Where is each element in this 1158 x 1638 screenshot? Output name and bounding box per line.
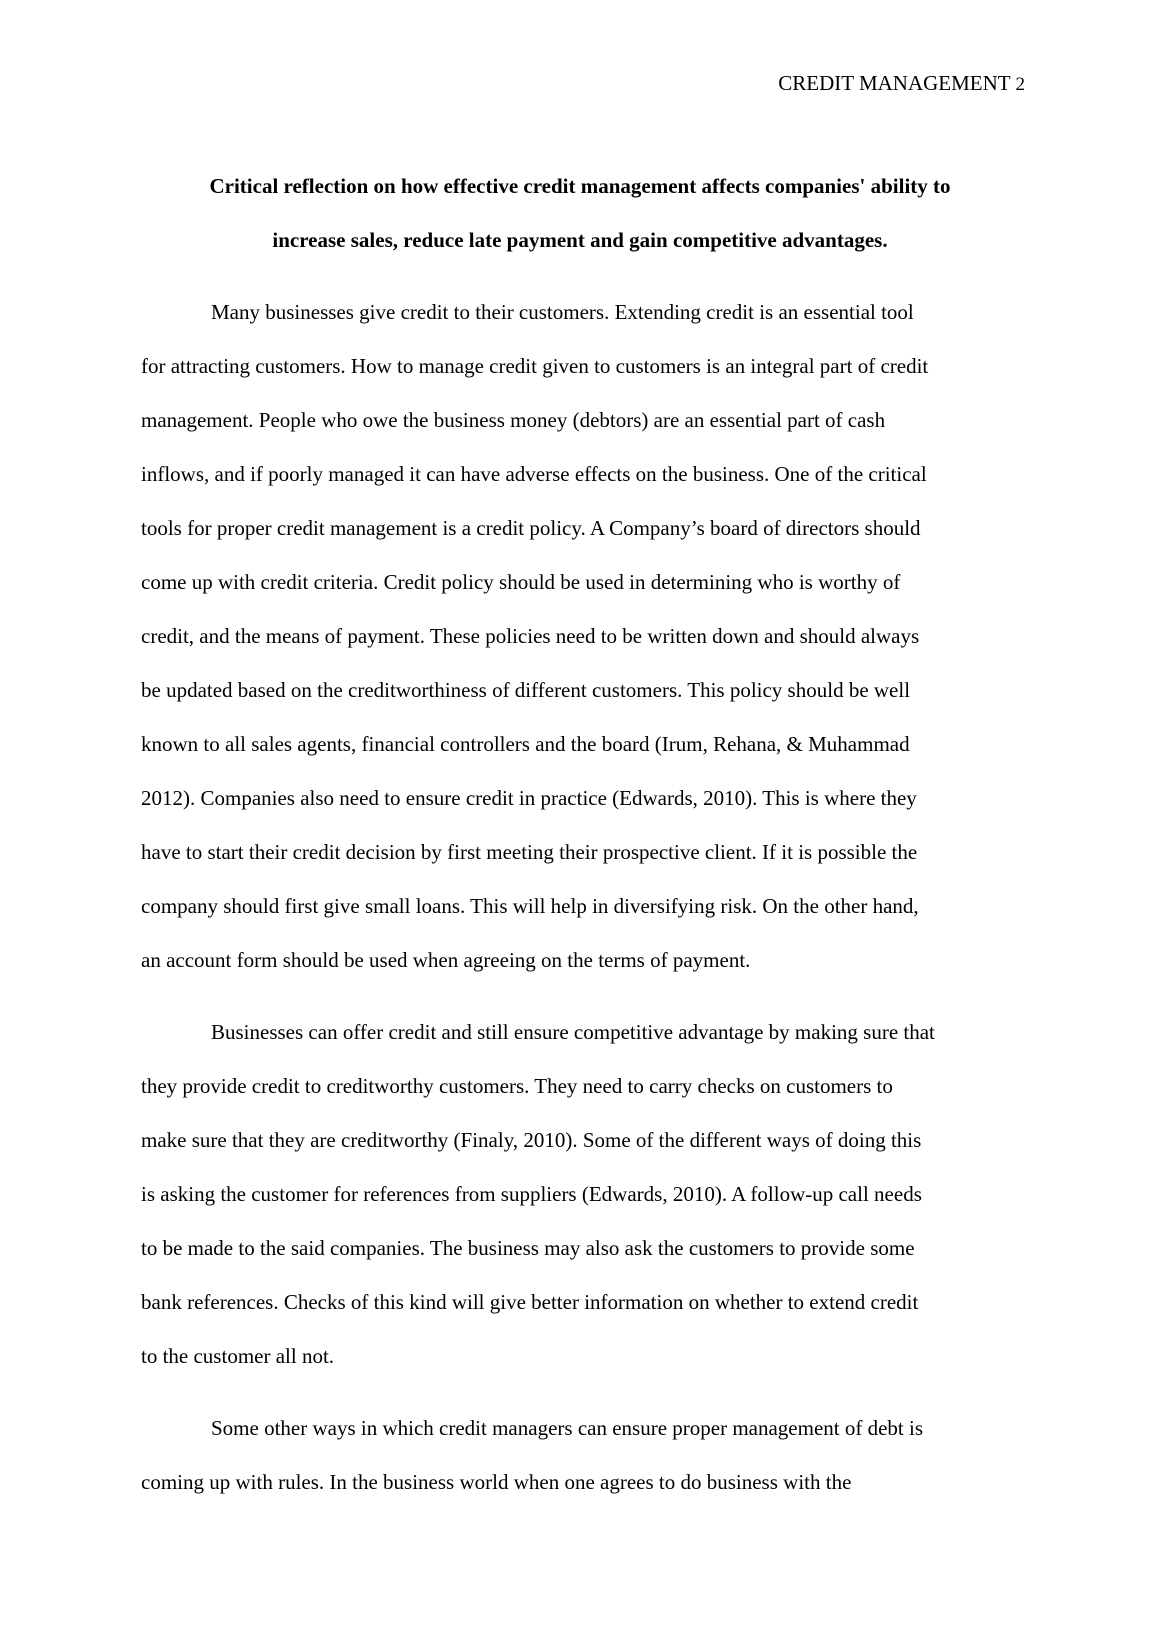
paragraph-line: to the customer all not.: [141, 1344, 335, 1368]
paragraph-line: known to all sales agents, financial controllers and the board (Irum, Rehana, & Muhammad: [141, 732, 910, 756]
paragraph-line: inflows, and if poorly managed it can have adverse effects on the business. One of the critical: [141, 462, 927, 486]
paragraph-line: be updated based on the creditworthiness of different customers. This policy should be well: [141, 678, 911, 702]
paragraph-line: an account form should be used when agreeing on the terms of payment.: [141, 948, 751, 972]
title-line: increase sales, reduce late payment and gain competitive advantages.: [272, 228, 888, 252]
paragraph-line: Many businesses give credit to their customers. Extending credit is an essential tool: [211, 300, 914, 324]
paragraph-line: Businesses can offer credit and still ensure competitive advantage by making sure that: [211, 1020, 935, 1044]
paragraph-line: come up with credit criteria. Credit policy should be used in determining who is worthy of: [141, 570, 901, 594]
paragraph-line: bank references. Checks of this kind will give better information on whether to extend credit: [141, 1290, 919, 1314]
paragraph-line: for attracting customers. How to manage credit given to customers is an integral part of credit: [141, 354, 929, 378]
paragraph-line: to be made to the said companies. The business may also ask the customers to provide some: [141, 1236, 915, 1260]
paragraph-1: [141, 285, 1019, 987]
paragraph-line: tools for proper credit management is a credit policy. A Company’s board of directors should: [141, 516, 921, 540]
document-body: [141, 159, 1019, 1527]
paragraph-line: management. People who owe the business money (debtors) are an essential part of cash: [141, 408, 886, 432]
paragraph-line: is asking the customer for references from suppliers (Edwards, 2010). A follow-up call needs: [141, 1182, 922, 1206]
paragraph-line: have to start their credit decision by first meeting their prospective client. If it is possible the: [141, 840, 918, 864]
paragraph-line: coming up with rules. In the business world when one agrees to do business with the: [141, 1470, 852, 1494]
paragraph-line: Some other ways in which credit managers can ensure proper management of debt is: [211, 1416, 924, 1440]
title-line: Critical reflection on how effective credit management affects companies' ability to: [209, 174, 951, 198]
paragraph-2: [141, 1005, 1019, 1383]
paragraph-line: company should first give small loans. This will help in diversifying risk. On the other hand,: [141, 894, 919, 918]
paragraph-3: [141, 1401, 1019, 1509]
running-head: [778, 68, 1025, 100]
paragraph-line: credit, and the means of payment. These policies need to be written down and should always: [141, 624, 920, 648]
paragraph-line: they provide credit to creditworthy customers. They need to carry checks on customers to: [141, 1074, 893, 1098]
page-number: 2: [1015, 74, 1025, 95]
paragraph-line: 2012). Companies also need to ensure credit in practice (Edwards, 2010). This is where they: [141, 786, 917, 810]
document-title: [141, 159, 1019, 267]
running-head-title: CREDIT MANAGEMENT: [778, 71, 1011, 95]
paragraph-line: make sure that they are creditworthy (Finaly, 2010). Some of the different ways of doing this: [141, 1128, 922, 1152]
